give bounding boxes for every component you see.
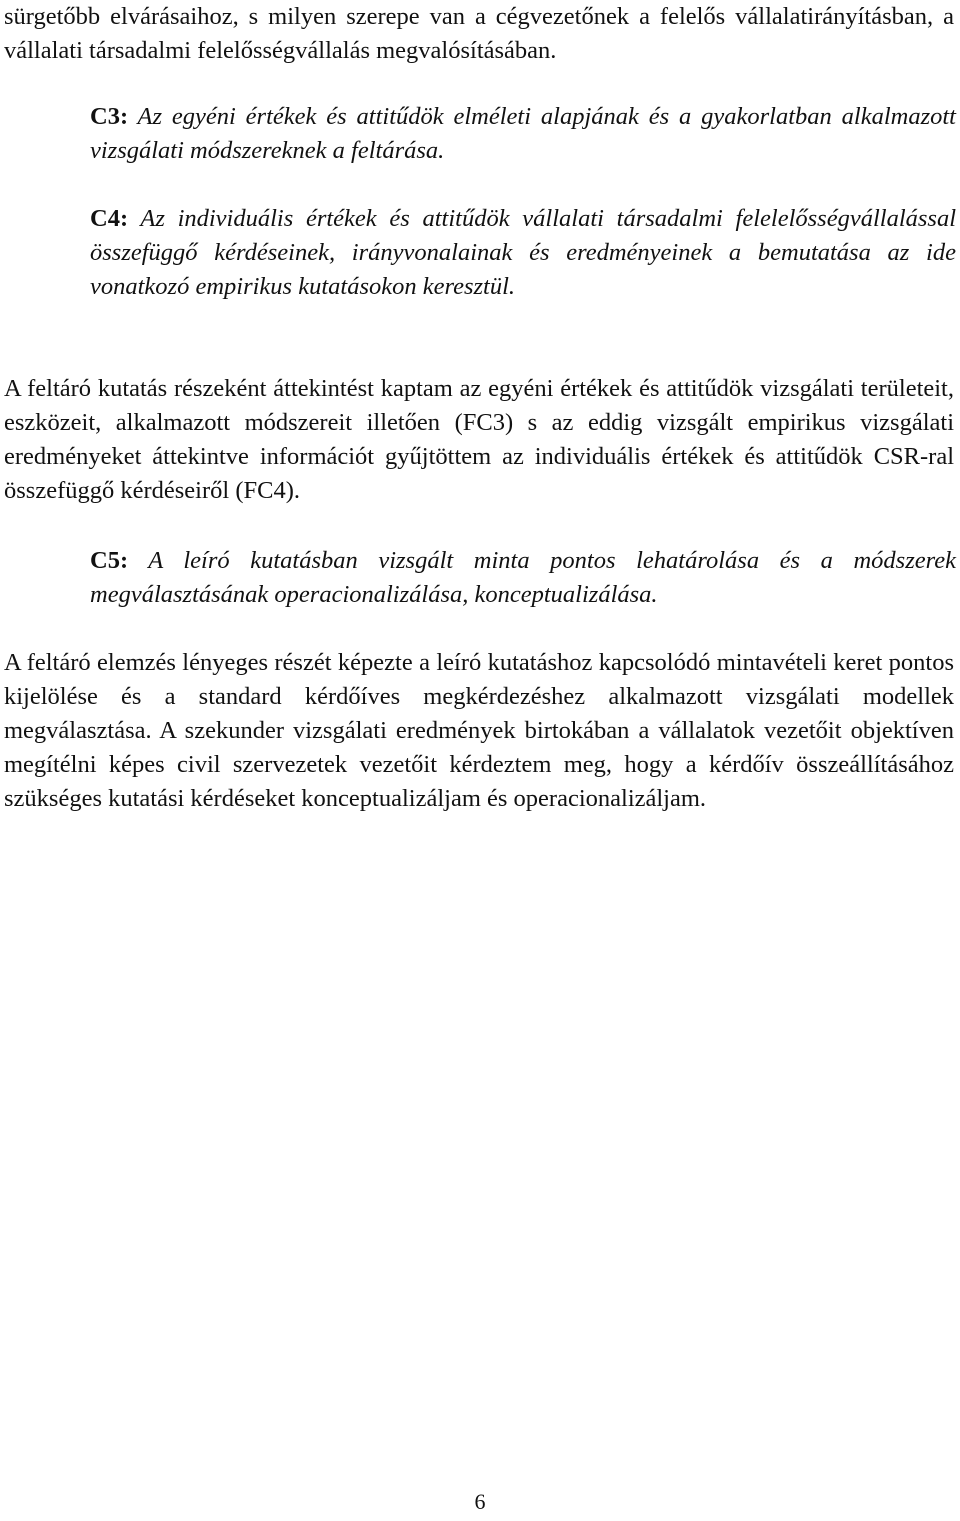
- objective-c4-label: C4:: [90, 205, 129, 232]
- page-number: 6: [474, 1489, 486, 1514]
- objective-c3: [90, 100, 956, 168]
- objective-c5-text: A leíró kutatásban vizsgált minta pontos lehatárolása és a módszerek megválasztásának operacionalizálása, konceptualizálása.: [90, 547, 956, 608]
- paragraph-c5-method: A feltáró elemzés lényeges részét képezte a leíró kutatáshoz kapcsolódó mintavételi keret pontos kijelölése és a standard kérdőíves megkérdezéshez alkalmazott vizsgálati modellek megválasztása. A szekunder vizsgálati eredmények birtokában a vállalatok vezetőit objektíven megítélni képes civil szervezetek vezetőit kérdeztem meg, hogy a kérdőív összeállításához szükséges kutatási kérdéseket konceptualizáljam és operacionalizáljam.: [4, 649, 954, 812]
- objective-c3-label: C3:: [90, 103, 129, 130]
- paragraph-continuation: sürgetőbb elvárásaihoz, s milyen szerepe van a cégvezetőnek a felelős vállalatirányításban, a vállalati társadalmi felelősségvállalás megvalósításában.: [4, 3, 954, 64]
- objective-c5: [90, 544, 956, 612]
- objective-c4-text: Az individuális értékek és attitűdök vállalati társadalmi felelelősségvállalással összefüggő kérdéseinek, irányvonalainak és eredményeinek a bemutatása az ide vonatkozó empirikus kutatásokon keresztül.: [90, 205, 956, 300]
- paragraph-fc3-fc4: A feltáró kutatás részeként áttekintést kaptam az egyéni értékek és attitűdök vizsgálati területeit, eszközeit, alkalmazott módszereit illetően (FC3) s az eddig vizsgált empirikus vizsgálati eredményeket áttekintve információt gyűjtöttem az individuális értékek és attitűdök CSR-ral összefüggő kérdéseiről (FC4).: [4, 375, 954, 504]
- objective-c4: [90, 202, 956, 304]
- objective-c3-text: Az egyéni értékek és attitűdök elméleti alapjának és a gyakorlatban alkalmazott vizsgálati módszereknek a feltárása.: [90, 103, 956, 164]
- objective-c5-label: C5:: [90, 547, 129, 574]
